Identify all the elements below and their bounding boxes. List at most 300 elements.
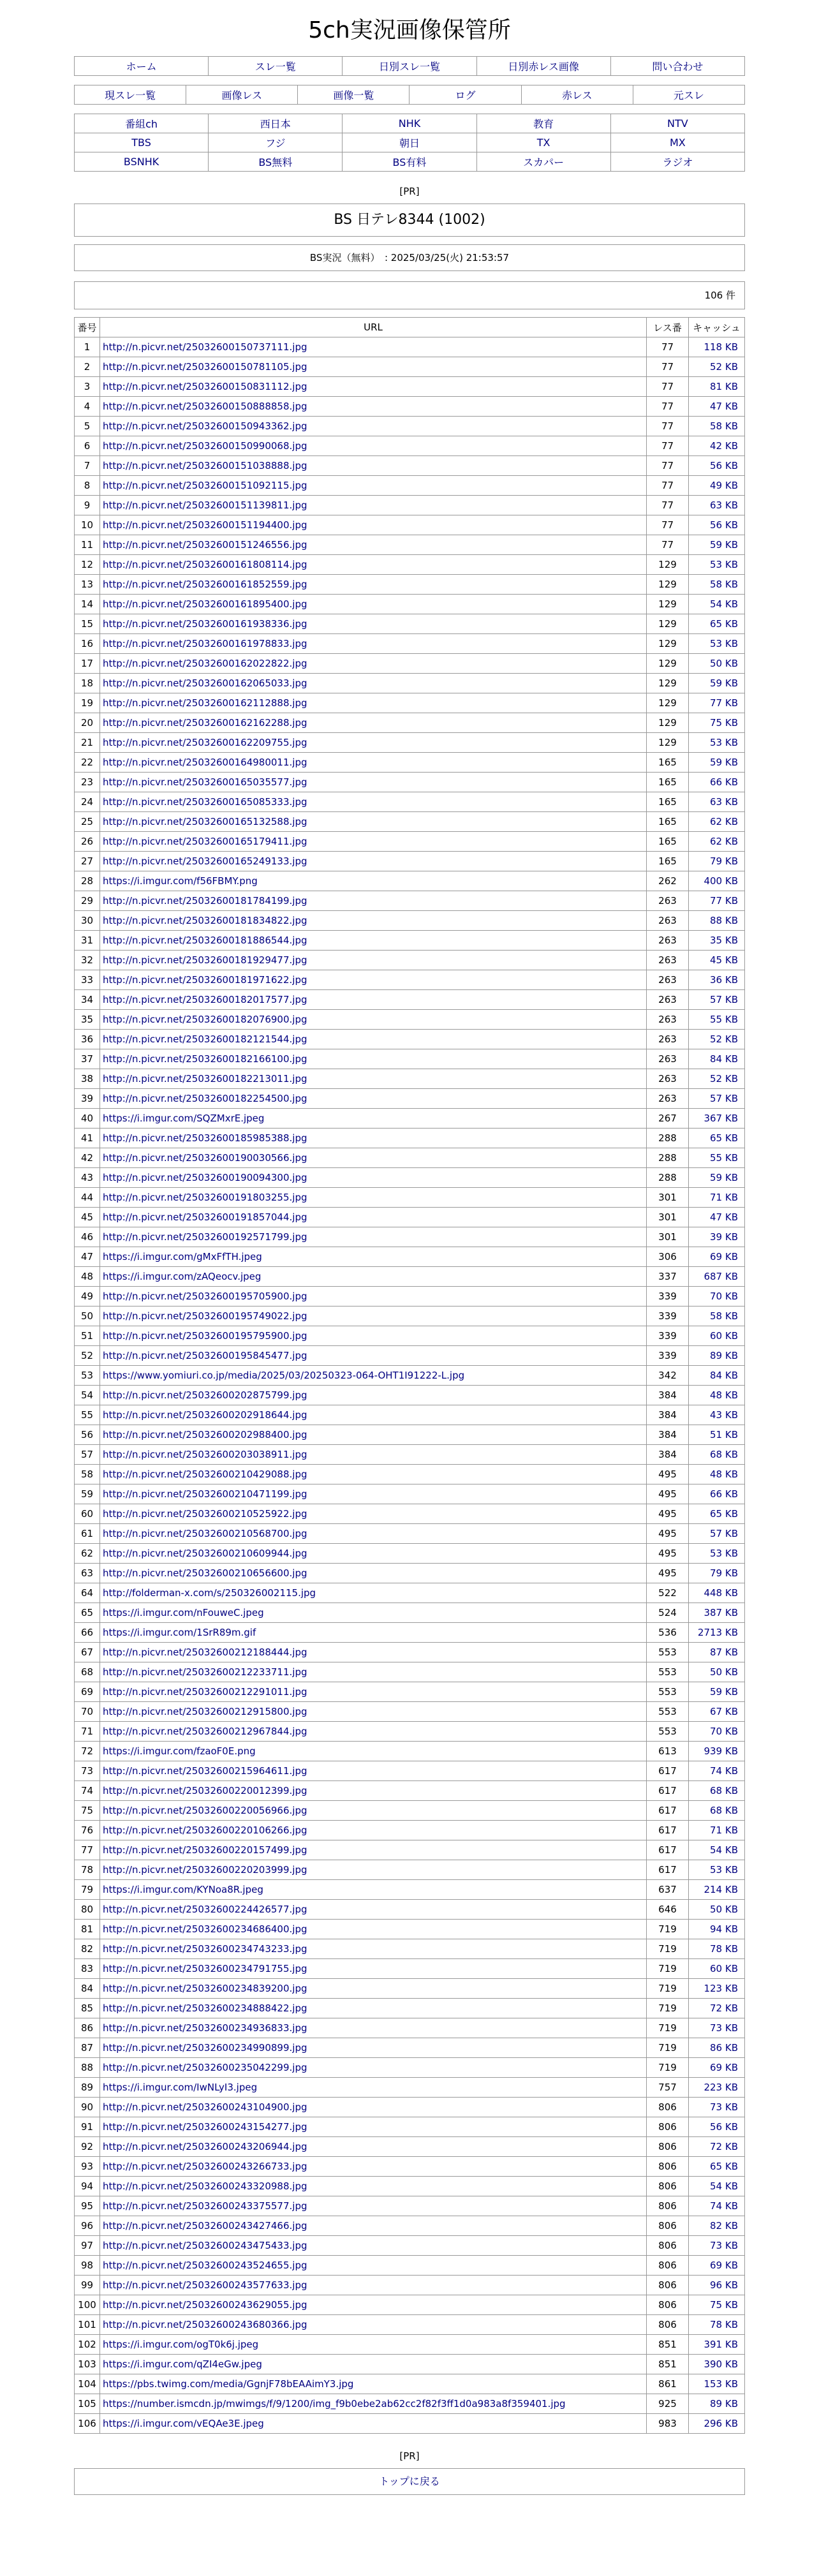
cache-cell[interactable]	[689, 1227, 745, 1247]
channel-cell[interactable]	[343, 114, 476, 133]
channel-link-bs-free[interactable]: BS無料	[258, 156, 293, 168]
image-url-cell[interactable]	[100, 1643, 647, 1662]
cache-link[interactable]: 390 KB	[704, 2358, 738, 2370]
image-url-cell[interactable]	[100, 535, 647, 555]
image-url-link[interactable]: http://n.picvr.net/25032600212915800.jpg	[103, 1706, 307, 1717]
image-url-link[interactable]: https://pbs.twimg.com/media/GgnjF78bEAAimY3.jpg	[103, 2378, 354, 2390]
cache-cell[interactable]	[689, 1544, 745, 1564]
image-url-link[interactable]: http://n.picvr.net/25032600190094300.jpg	[103, 1172, 307, 1183]
image-url-link[interactable]: http://n.picvr.net/25032600162209755.jpg	[103, 737, 307, 748]
cache-link[interactable]: 71 KB	[710, 1192, 738, 1203]
image-url-cell[interactable]	[100, 614, 647, 634]
cache-link[interactable]: 50 KB	[710, 1666, 738, 1678]
nav-home-link[interactable]: ホーム	[126, 61, 157, 73]
cache-cell[interactable]	[689, 1010, 745, 1030]
image-url-cell[interactable]	[100, 832, 647, 852]
cache-cell[interactable]	[689, 1089, 745, 1109]
nav-image-list-cell[interactable]	[298, 85, 410, 105]
cache-link[interactable]: 51 KB	[710, 1429, 738, 1440]
cache-cell[interactable]	[689, 1979, 745, 1999]
image-url-cell[interactable]	[100, 1860, 647, 1880]
cache-cell[interactable]	[689, 792, 745, 812]
cache-cell[interactable]	[689, 2295, 745, 2315]
cache-cell[interactable]	[689, 1267, 745, 1287]
cache-cell[interactable]	[689, 634, 745, 654]
cache-cell[interactable]	[689, 1524, 745, 1544]
image-url-cell[interactable]	[100, 931, 647, 951]
image-url-link[interactable]: http://n.picvr.net/25032600210568700.jpg	[103, 1528, 307, 1539]
cache-link[interactable]: 54 KB	[710, 1844, 738, 1856]
cache-link[interactable]: 2713 KB	[697, 1627, 738, 1638]
cache-link[interactable]: 47 KB	[710, 1211, 738, 1223]
image-url-link[interactable]: http://n.picvr.net/25032600151092115.jpg	[103, 480, 307, 491]
nav-red-res-link[interactable]: 赤レス	[561, 89, 593, 101]
image-url-link[interactable]: http://n.picvr.net/25032600161938336.jpg	[103, 618, 307, 630]
cache-cell[interactable]	[689, 476, 745, 496]
image-url-cell[interactable]	[100, 2374, 647, 2394]
channel-cell[interactable]	[343, 152, 476, 172]
image-url-link[interactable]: http://n.picvr.net/25032600182213011.jpg	[103, 1073, 307, 1084]
image-url-cell[interactable]	[100, 2078, 647, 2098]
image-url-cell[interactable]	[100, 1840, 647, 1860]
cache-cell[interactable]	[689, 1722, 745, 1742]
cache-cell[interactable]	[689, 2236, 745, 2256]
nav-daily-red-images-cell[interactable]	[476, 57, 610, 76]
cache-link[interactable]: 56 KB	[710, 460, 738, 471]
cache-cell[interactable]	[689, 1920, 745, 1939]
cache-cell[interactable]	[689, 377, 745, 397]
image-url-cell[interactable]	[100, 1386, 647, 1405]
image-url-cell[interactable]	[100, 417, 647, 436]
image-url-cell[interactable]	[100, 1010, 647, 1030]
cache-link[interactable]: 86 KB	[710, 2042, 738, 2054]
image-url-cell[interactable]	[100, 2157, 647, 2177]
image-url-link[interactable]: http://n.picvr.net/25032600215964611.jpg	[103, 1765, 307, 1777]
image-url-link[interactable]: http://n.picvr.net/25032600182121544.jpg	[103, 1033, 307, 1045]
image-url-cell[interactable]	[100, 1445, 647, 1465]
cache-link[interactable]: 89 KB	[710, 1350, 738, 1361]
image-url-cell[interactable]	[100, 397, 647, 417]
image-url-link[interactable]: http://n.picvr.net/25032600195749022.jpg	[103, 1310, 307, 1322]
cache-link[interactable]: 69 KB	[710, 1251, 738, 1262]
back-to-top-box[interactable]	[74, 2468, 745, 2495]
cache-cell[interactable]	[689, 2315, 745, 2335]
cache-link[interactable]: 153 KB	[704, 2378, 738, 2390]
image-url-link[interactable]: http://n.picvr.net/25032600243427466.jpg	[103, 2220, 307, 2232]
cache-cell[interactable]	[689, 2177, 745, 2196]
cache-cell[interactable]	[689, 951, 745, 970]
image-url-cell[interactable]	[100, 2276, 647, 2295]
cache-cell[interactable]	[689, 2216, 745, 2236]
cache-link[interactable]: 55 KB	[710, 1014, 738, 1025]
image-url-link[interactable]: http://n.picvr.net/25032600243104900.jpg	[103, 2101, 307, 2113]
cache-cell[interactable]	[689, 1761, 745, 1781]
cache-cell[interactable]	[689, 852, 745, 871]
cache-link[interactable]: 296 KB	[704, 2418, 738, 2429]
channel-link-tx[interactable]: TX	[536, 137, 550, 149]
image-url-cell[interactable]	[100, 496, 647, 515]
cache-link[interactable]: 52 KB	[710, 1073, 738, 1084]
image-url-link[interactable]: https://number.ismcdn.jp/mwimgs/f/9/1200/img_f9b0ebe2ab62cc2f82f3ff1d0a983a8f359401.jpg	[103, 2398, 566, 2409]
image-url-cell[interactable]	[100, 2216, 647, 2236]
cache-link[interactable]: 67 KB	[710, 1706, 738, 1717]
image-url-cell[interactable]	[100, 1069, 647, 1089]
image-url-link[interactable]: http://n.picvr.net/25032600212233711.jpg	[103, 1666, 307, 1678]
image-url-link[interactable]: http://n.picvr.net/25032600243577633.jpg	[103, 2279, 307, 2291]
cache-link[interactable]: 58 KB	[710, 1310, 738, 1322]
cache-cell[interactable]	[689, 1405, 745, 1425]
image-url-cell[interactable]	[100, 1148, 647, 1168]
image-url-cell[interactable]	[100, 753, 647, 773]
image-url-link[interactable]: http://n.picvr.net/25032600165035577.jpg	[103, 776, 307, 788]
image-url-link[interactable]: http://n.picvr.net/25032600182017577.jpg	[103, 994, 307, 1005]
image-url-link[interactable]: http://n.picvr.net/25032600181834822.jpg	[103, 915, 307, 926]
image-url-link[interactable]: https://i.imgur.com/ogT0k6j.jpeg	[103, 2339, 259, 2350]
nav-daily-threads-link[interactable]: 日別スレ一覧	[378, 61, 440, 73]
image-url-link[interactable]: http://n.picvr.net/25032600182254500.jpg	[103, 1093, 307, 1104]
cache-link[interactable]: 60 KB	[710, 1330, 738, 1342]
image-url-cell[interactable]	[100, 337, 647, 357]
cache-cell[interactable]	[689, 1564, 745, 1583]
cache-link[interactable]: 52 KB	[710, 361, 738, 373]
image-url-cell[interactable]	[100, 1287, 647, 1307]
cache-link[interactable]: 70 KB	[710, 1726, 738, 1737]
image-url-cell[interactable]	[100, 2196, 647, 2216]
cache-link[interactable]: 118 KB	[704, 341, 738, 353]
nav-log-link[interactable]: ログ	[455, 89, 476, 101]
cache-cell[interactable]	[689, 970, 745, 990]
image-url-link[interactable]: https://i.imgur.com/IwNLyI3.jpeg	[103, 2082, 258, 2093]
cache-link[interactable]: 50 KB	[710, 1904, 738, 1915]
image-url-cell[interactable]	[100, 634, 647, 654]
image-url-link[interactable]: http://n.picvr.net/25032600234936833.jpg	[103, 2022, 307, 2034]
cache-link[interactable]: 66 KB	[710, 1488, 738, 1500]
image-url-link[interactable]: http://n.picvr.net/25032600234990899.jpg	[103, 2042, 307, 2054]
image-url-cell[interactable]	[100, 1920, 647, 1939]
cache-cell[interactable]	[689, 891, 745, 911]
image-url-cell[interactable]	[100, 1109, 647, 1129]
cache-link[interactable]: 400 KB	[704, 875, 738, 887]
image-url-cell[interactable]	[100, 2018, 647, 2038]
image-url-cell[interactable]	[100, 1504, 647, 1524]
cache-link[interactable]: 59 KB	[710, 1686, 738, 1698]
cache-cell[interactable]	[689, 1168, 745, 1188]
nav-daily-threads-cell[interactable]	[343, 57, 476, 76]
cache-cell[interactable]	[689, 713, 745, 733]
cache-cell[interactable]	[689, 1821, 745, 1840]
image-url-link[interactable]: http://n.picvr.net/25032600243154277.jpg	[103, 2121, 307, 2133]
image-url-link[interactable]: http://n.picvr.net/25032600234791755.jpg	[103, 1963, 307, 1974]
cache-cell[interactable]	[689, 1643, 745, 1662]
cache-cell[interactable]	[689, 2137, 745, 2157]
image-url-link[interactable]: http://n.picvr.net/25032600181929477.jpg	[103, 954, 307, 966]
cache-link[interactable]: 58 KB	[710, 420, 738, 432]
image-url-cell[interactable]	[100, 1880, 647, 1900]
cache-link[interactable]: 35 KB	[710, 935, 738, 946]
image-url-cell[interactable]	[100, 713, 647, 733]
cache-cell[interactable]	[689, 1939, 745, 1959]
image-url-link[interactable]: http://n.picvr.net/25032600165179411.jpg	[103, 836, 307, 847]
image-url-cell[interactable]	[100, 2137, 647, 2157]
cache-cell[interactable]	[689, 2196, 745, 2216]
cache-link[interactable]: 84 KB	[710, 1370, 738, 1381]
cache-link[interactable]: 123 KB	[704, 1983, 738, 1994]
image-url-cell[interactable]	[100, 792, 647, 812]
cache-cell[interactable]	[689, 1109, 745, 1129]
cache-link[interactable]: 78 KB	[710, 1943, 738, 1955]
image-url-link[interactable]: https://i.imgur.com/1SrR89m.gif	[103, 1627, 256, 1638]
image-url-link[interactable]: http://n.picvr.net/25032600165249133.jpg	[103, 855, 307, 867]
image-url-cell[interactable]	[100, 1326, 647, 1346]
cache-cell[interactable]	[689, 1247, 745, 1267]
image-url-link[interactable]: http://n.picvr.net/25032600161978833.jpg	[103, 638, 307, 649]
cache-link[interactable]: 448 KB	[704, 1587, 738, 1599]
cache-link[interactable]: 68 KB	[710, 1805, 738, 1816]
channel-cell[interactable]	[610, 133, 744, 152]
image-url-cell[interactable]	[100, 1405, 647, 1425]
image-url-cell[interactable]	[100, 1346, 647, 1366]
cache-cell[interactable]	[689, 1049, 745, 1069]
cache-cell[interactable]	[689, 911, 745, 931]
channel-link-mx[interactable]: MX	[669, 137, 686, 149]
image-url-link[interactable]: http://n.picvr.net/25032600220012399.jpg	[103, 1785, 307, 1796]
channel-link-nhk[interactable]: NHK	[398, 117, 421, 130]
image-url-cell[interactable]	[100, 2295, 647, 2315]
image-url-link[interactable]: http://n.picvr.net/25032600151139811.jpg	[103, 500, 307, 511]
cache-cell[interactable]	[689, 1900, 745, 1920]
image-url-cell[interactable]	[100, 1603, 647, 1623]
image-url-link[interactable]: http://n.picvr.net/25032600151246556.jpg	[103, 539, 307, 551]
cache-link[interactable]: 54 KB	[710, 2180, 738, 2192]
cache-link[interactable]: 89 KB	[710, 2398, 738, 2409]
cache-link[interactable]: 387 KB	[704, 1607, 738, 1618]
cache-cell[interactable]	[689, 1465, 745, 1484]
image-url-cell[interactable]	[100, 2394, 647, 2414]
cache-link[interactable]: 74 KB	[710, 1765, 738, 1777]
cache-link[interactable]: 53 KB	[710, 559, 738, 570]
cache-cell[interactable]	[689, 2018, 745, 2038]
image-url-link[interactable]: http://n.picvr.net/25032600161808114.jpg	[103, 559, 307, 570]
channel-link-nishinihon[interactable]: 西日本	[260, 118, 291, 130]
cache-cell[interactable]	[689, 614, 745, 634]
nav-red-res-cell[interactable]	[521, 85, 633, 105]
image-url-link[interactable]: http://n.picvr.net/25032600243524655.jpg	[103, 2260, 307, 2271]
cache-link[interactable]: 54 KB	[710, 598, 738, 610]
cache-cell[interactable]	[689, 555, 745, 575]
image-url-link[interactable]: http://n.picvr.net/25032600195845477.jpg	[103, 1350, 307, 1361]
image-url-cell[interactable]	[100, 1465, 647, 1484]
image-url-link[interactable]: http://n.picvr.net/25032600212188444.jpg	[103, 1647, 307, 1658]
cache-cell[interactable]	[689, 496, 745, 515]
image-url-link[interactable]: http://n.picvr.net/25032600202875799.jpg	[103, 1389, 307, 1401]
cache-cell[interactable]	[689, 595, 745, 614]
image-url-link[interactable]: http://n.picvr.net/25032600210525922.jpg	[103, 1508, 307, 1520]
channel-link-radio[interactable]: ラジオ	[662, 156, 693, 168]
cache-link[interactable]: 59 KB	[710, 1172, 738, 1183]
cache-link[interactable]: 59 KB	[710, 539, 738, 551]
cache-link[interactable]: 77 KB	[710, 697, 738, 709]
cache-link[interactable]: 79 KB	[710, 855, 738, 867]
cache-cell[interactable]	[689, 1623, 745, 1643]
cache-link[interactable]: 367 KB	[704, 1113, 738, 1124]
image-url-cell[interactable]	[100, 2098, 647, 2117]
image-url-cell[interactable]	[100, 1939, 647, 1959]
image-url-cell[interactable]	[100, 2058, 647, 2078]
image-url-cell[interactable]	[100, 2177, 647, 2196]
channel-cell[interactable]	[343, 133, 476, 152]
channel-cell[interactable]	[610, 114, 744, 133]
image-url-cell[interactable]	[100, 970, 647, 990]
cache-link[interactable]: 49 KB	[710, 480, 738, 491]
image-url-link[interactable]: http://n.picvr.net/25032600190030566.jpg	[103, 1152, 307, 1164]
image-url-link[interactable]: http://n.picvr.net/25032600162112888.jpg	[103, 697, 307, 709]
cache-cell[interactable]	[689, 832, 745, 852]
image-url-link[interactable]: http://n.picvr.net/25032600243680366.jpg	[103, 2319, 307, 2330]
cache-cell[interactable]	[689, 812, 745, 832]
cache-link[interactable]: 63 KB	[710, 500, 738, 511]
image-url-link[interactable]: http://n.picvr.net/25032600165085333.jpg	[103, 796, 307, 808]
image-url-link[interactable]: http://n.picvr.net/25032600234743233.jpg	[103, 1943, 307, 1955]
cache-link[interactable]: 42 KB	[710, 440, 738, 452]
image-url-link[interactable]: http://folderman-x.com/s/250326002115.jpg	[103, 1587, 316, 1599]
cache-cell[interactable]	[689, 436, 745, 456]
cache-cell[interactable]	[689, 1840, 745, 1860]
cache-link[interactable]: 53 KB	[710, 1864, 738, 1876]
cache-cell[interactable]	[689, 2078, 745, 2098]
cache-cell[interactable]	[689, 1682, 745, 1702]
image-url-link[interactable]: http://n.picvr.net/25032600195795900.jpg	[103, 1330, 307, 1342]
image-url-cell[interactable]	[100, 674, 647, 693]
image-url-cell[interactable]	[100, 1821, 647, 1840]
cache-cell[interactable]	[689, 417, 745, 436]
image-url-cell[interactable]	[100, 891, 647, 911]
cache-link[interactable]: 78 KB	[710, 2319, 738, 2330]
image-url-link[interactable]: http://n.picvr.net/25032600161895400.jpg	[103, 598, 307, 610]
image-url-cell[interactable]	[100, 1168, 647, 1188]
image-url-link[interactable]: http://n.picvr.net/25032600162022822.jpg	[103, 658, 307, 669]
image-url-cell[interactable]	[100, 1801, 647, 1821]
cache-cell[interactable]	[689, 2117, 745, 2137]
cache-link[interactable]: 48 KB	[710, 1389, 738, 1401]
cache-cell[interactable]	[689, 357, 745, 377]
image-url-link[interactable]: https://i.imgur.com/vEQAe3E.jpeg	[103, 2418, 264, 2429]
cache-cell[interactable]	[689, 1030, 745, 1049]
image-url-link[interactable]: http://n.picvr.net/25032600195705900.jpg	[103, 1291, 307, 1302]
image-url-link[interactable]: http://n.picvr.net/25032600210429088.jpg	[103, 1469, 307, 1480]
cache-cell[interactable]	[689, 575, 745, 595]
channel-link-asahi[interactable]: 朝日	[399, 137, 420, 149]
channel-cell[interactable]	[75, 133, 209, 152]
image-url-cell[interactable]	[100, 911, 647, 931]
image-url-link[interactable]: http://n.picvr.net/25032600181886544.jpg	[103, 935, 307, 946]
cache-cell[interactable]	[689, 2157, 745, 2177]
cache-link[interactable]: 58 KB	[710, 579, 738, 590]
channel-link-bangumi[interactable]: 番組ch	[125, 118, 158, 130]
image-url-link[interactable]: http://n.picvr.net/25032600202918644.jpg	[103, 1409, 307, 1421]
image-url-cell[interactable]	[100, 1227, 647, 1247]
cache-cell[interactable]	[689, 753, 745, 773]
cache-cell[interactable]	[689, 1603, 745, 1623]
cache-cell[interactable]	[689, 654, 745, 674]
image-url-link[interactable]: http://n.picvr.net/25032600243375577.jpg	[103, 2200, 307, 2212]
nav-image-res-link[interactable]: 画像レス	[221, 89, 262, 101]
image-url-cell[interactable]	[100, 990, 647, 1010]
image-url-link[interactable]: http://n.picvr.net/25032600210609944.jpg	[103, 1548, 307, 1559]
cache-cell[interactable]	[689, 1307, 745, 1326]
nav-thread-list-link[interactable]: スレ一覧	[255, 61, 296, 73]
cache-link[interactable]: 69 KB	[710, 2062, 738, 2073]
cache-link[interactable]: 55 KB	[710, 1152, 738, 1164]
cache-link[interactable]: 62 KB	[710, 816, 738, 827]
channel-cell[interactable]	[75, 114, 209, 133]
image-url-cell[interactable]	[100, 1722, 647, 1742]
cache-cell[interactable]	[689, 1860, 745, 1880]
image-url-cell[interactable]	[100, 476, 647, 496]
image-url-link[interactable]: http://n.picvr.net/25032600243629055.jpg	[103, 2299, 307, 2311]
image-url-cell[interactable]	[100, 2038, 647, 2058]
image-url-link[interactable]: http://n.picvr.net/25032600161852559.jpg	[103, 579, 307, 590]
cache-link[interactable]: 36 KB	[710, 974, 738, 986]
image-url-cell[interactable]	[100, 1662, 647, 1682]
image-url-link[interactable]: http://n.picvr.net/25032600150943362.jpg	[103, 420, 307, 432]
image-url-link[interactable]: http://n.picvr.net/25032600151194400.jpg	[103, 519, 307, 531]
cache-link[interactable]: 63 KB	[710, 796, 738, 808]
image-url-cell[interactable]	[100, 436, 647, 456]
cache-link[interactable]: 223 KB	[704, 2082, 738, 2093]
cache-link[interactable]: 391 KB	[704, 2339, 738, 2350]
image-url-cell[interactable]	[100, 1425, 647, 1445]
image-url-link[interactable]: http://n.picvr.net/25032600234686400.jpg	[103, 1923, 307, 1935]
image-url-link[interactable]: http://n.picvr.net/25032600150737111.jpg	[103, 341, 307, 353]
cache-cell[interactable]	[689, 1445, 745, 1465]
cache-link[interactable]: 69 KB	[710, 2260, 738, 2271]
image-url-link[interactable]: http://n.picvr.net/25032600243475433.jpg	[103, 2240, 307, 2251]
cache-cell[interactable]	[689, 1504, 745, 1524]
cache-cell[interactable]	[689, 2098, 745, 2117]
cache-link[interactable]: 39 KB	[710, 1231, 738, 1243]
cache-link[interactable]: 73 KB	[710, 2240, 738, 2251]
image-url-cell[interactable]	[100, 1247, 647, 1267]
nav-daily-red-images-link[interactable]: 日別赤レス画像	[508, 61, 579, 73]
cache-cell[interactable]	[689, 1386, 745, 1405]
image-url-cell[interactable]	[100, 1030, 647, 1049]
channel-link-tbs[interactable]: TBS	[131, 137, 151, 149]
cache-link[interactable]: 88 KB	[710, 915, 738, 926]
cache-cell[interactable]	[689, 1801, 745, 1821]
cache-link[interactable]: 59 KB	[710, 677, 738, 689]
image-url-link[interactable]: http://n.picvr.net/25032600220157499.jpg	[103, 1844, 307, 1856]
cache-cell[interactable]	[689, 2355, 745, 2374]
channel-link-kyouiku[interactable]: 教育	[533, 118, 554, 130]
image-url-link[interactable]: http://n.picvr.net/25032600191803255.jpg	[103, 1192, 307, 1203]
image-url-link[interactable]: http://n.picvr.net/25032600150990068.jpg	[103, 440, 307, 452]
cache-link[interactable]: 48 KB	[710, 1469, 738, 1480]
image-url-cell[interactable]	[100, 1682, 647, 1702]
cache-cell[interactable]	[689, 337, 745, 357]
channel-link-fuji[interactable]: フジ	[265, 137, 286, 149]
image-url-cell[interactable]	[100, 951, 647, 970]
image-url-link[interactable]: https://i.imgur.com/KYNoa8R.jpeg	[103, 1884, 263, 1895]
image-url-link[interactable]: https://i.imgur.com/f56FBMY.png	[103, 875, 258, 887]
cache-link[interactable]: 62 KB	[710, 836, 738, 847]
image-url-cell[interactable]	[100, 1761, 647, 1781]
cache-cell[interactable]	[689, 2256, 745, 2276]
image-url-link[interactable]: https://i.imgur.com/qZI4eGw.jpeg	[103, 2358, 262, 2370]
image-url-link[interactable]: http://n.picvr.net/25032600243266733.jpg	[103, 2161, 307, 2172]
image-url-cell[interactable]	[100, 773, 647, 792]
cache-cell[interactable]	[689, 931, 745, 951]
cache-link[interactable]: 87 KB	[710, 1647, 738, 1658]
